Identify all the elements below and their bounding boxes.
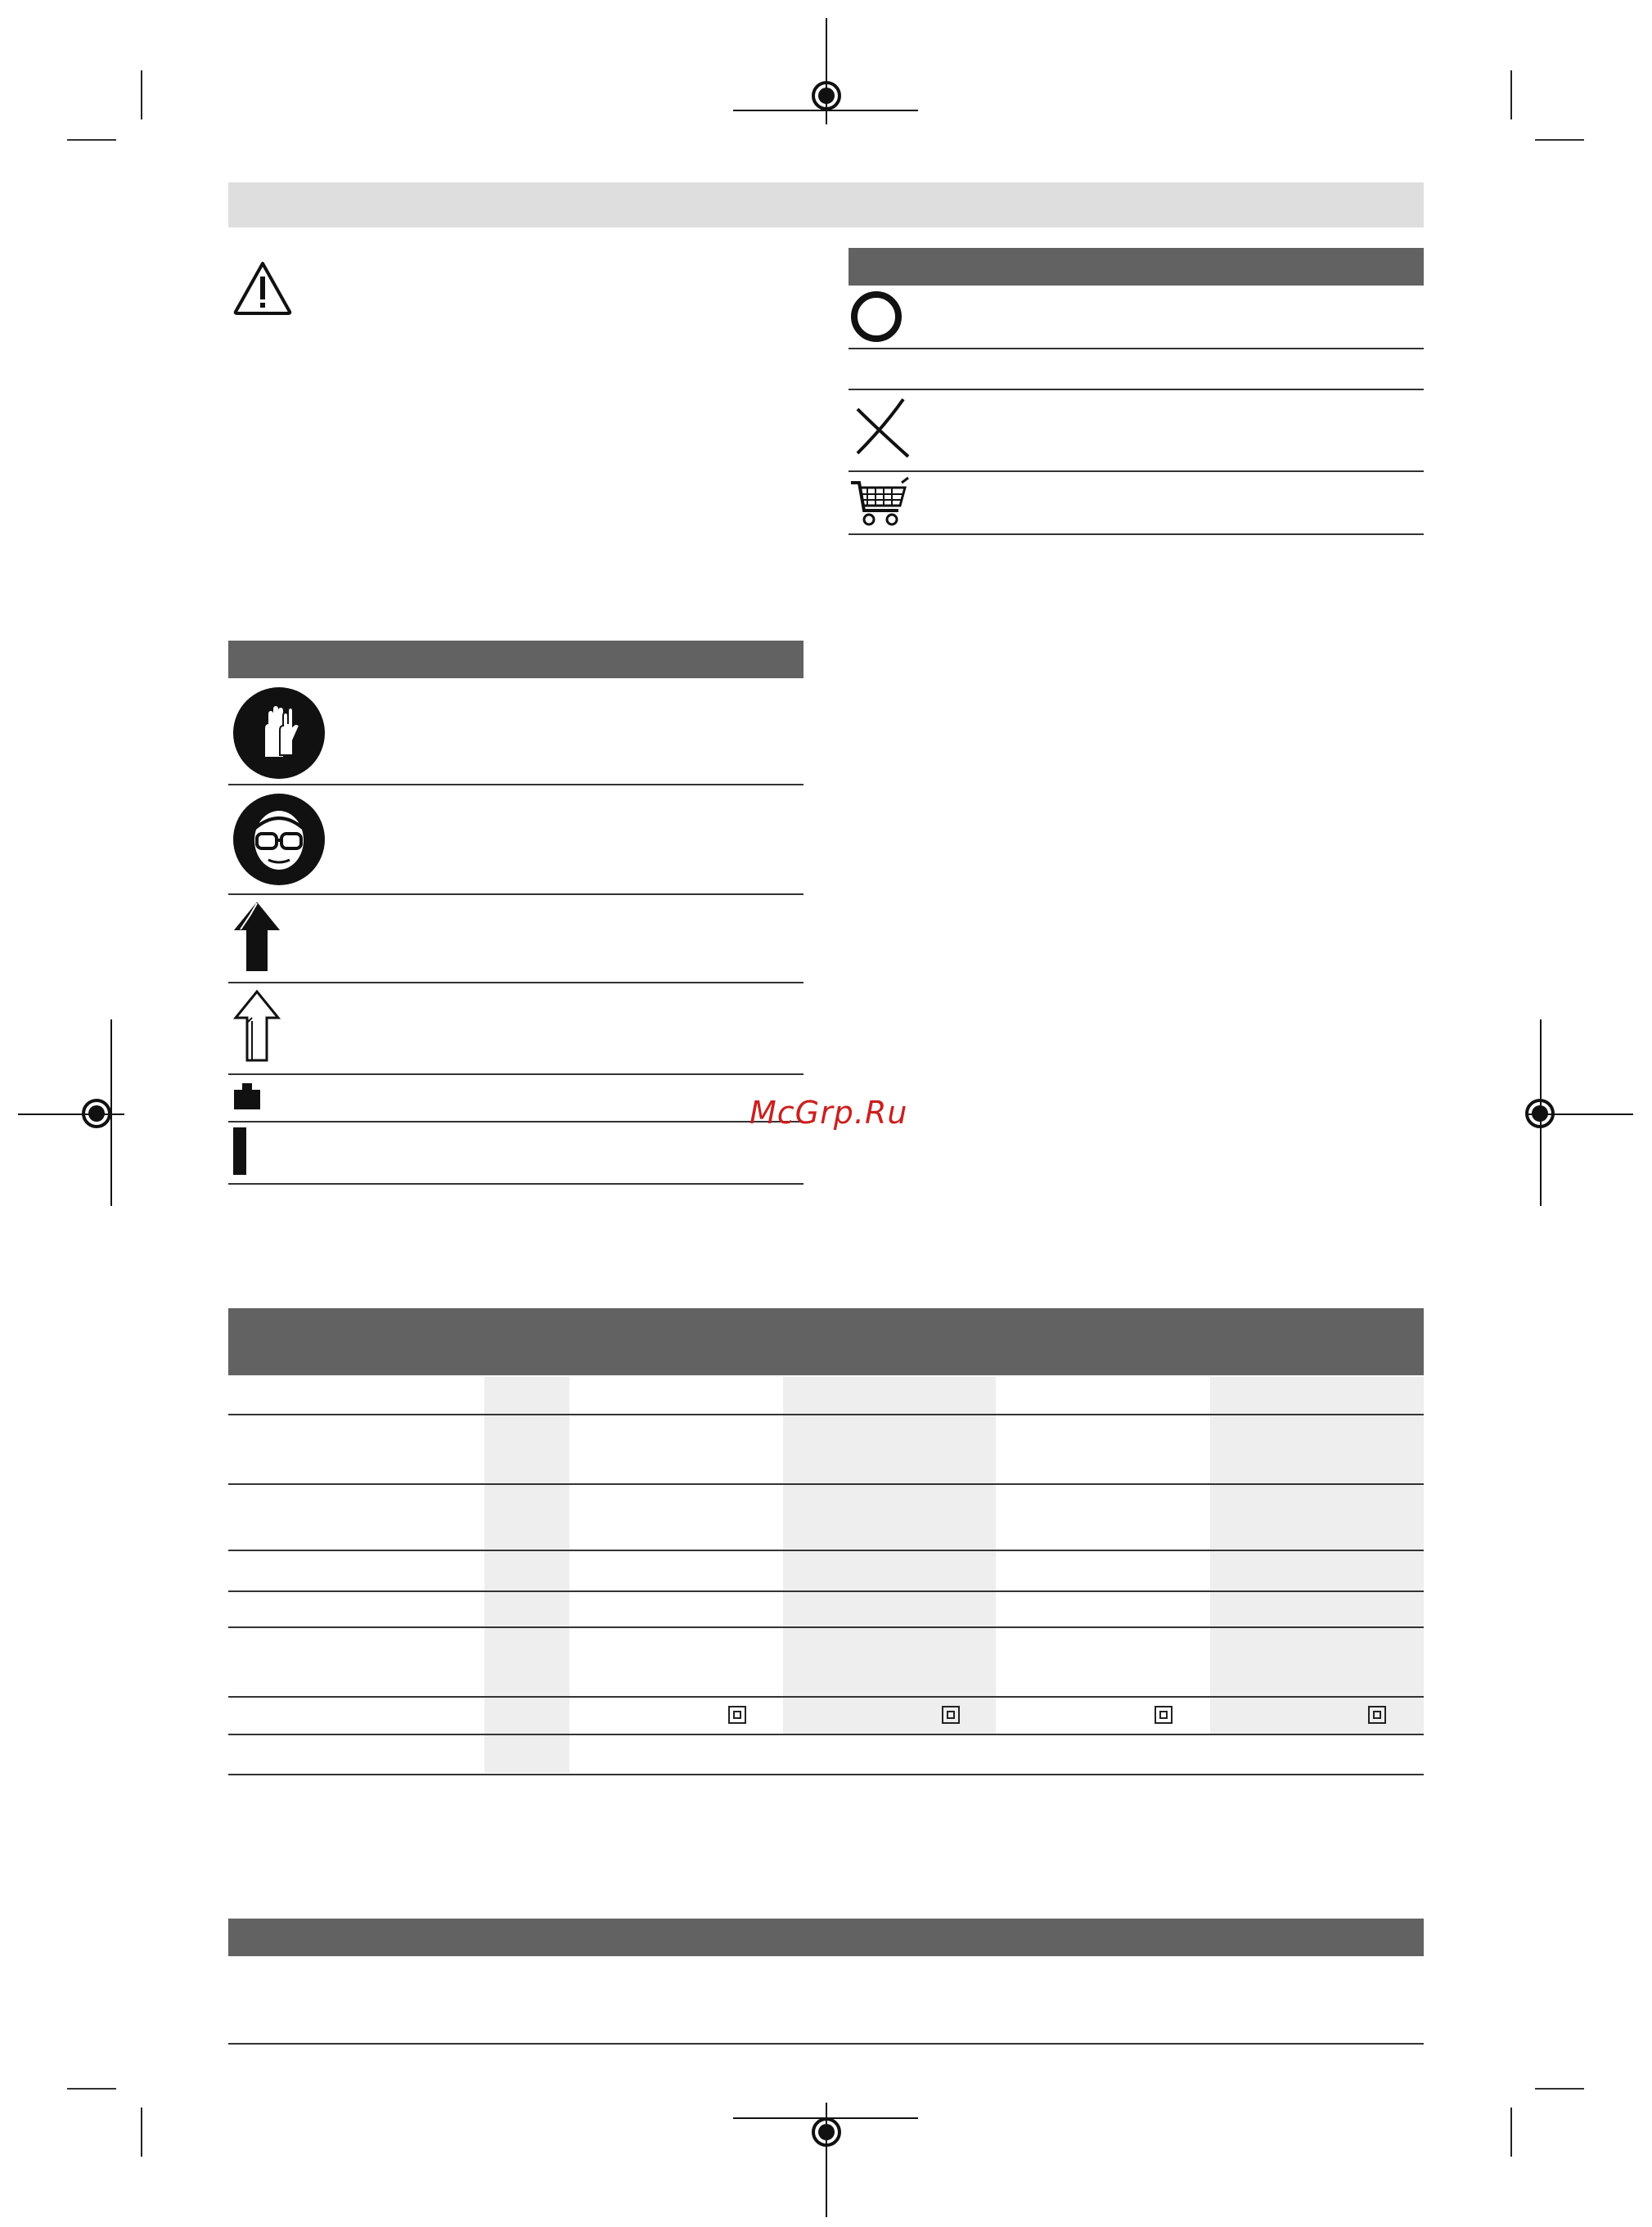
table-rule (228, 982, 803, 983)
wear-gloves-icon (232, 686, 326, 780)
shopping-cart-icon (849, 476, 910, 527)
table-rule (228, 1483, 1424, 1485)
table-rule (228, 1121, 803, 1122)
warning-triangle-icon (232, 260, 293, 316)
table-rule (228, 1414, 1424, 1415)
registration-target-icon (1525, 1099, 1555, 1128)
vertical-bar-icon (233, 1127, 246, 1175)
crop-mark (67, 2088, 116, 2090)
double-insulation-icon (942, 1706, 960, 1724)
symbol-table-header (849, 248, 1424, 286)
table-rule (228, 2043, 1424, 2045)
crop-mark (141, 70, 142, 119)
crop-mark (141, 2108, 142, 2157)
bottom-table-header (228, 1919, 1424, 1956)
crop-mark (1535, 139, 1584, 141)
watermark: McGrp.Ru (749, 1095, 908, 1131)
double-insulation-icon (1368, 1706, 1386, 1724)
table-rule (228, 1774, 1424, 1775)
technical-data-table-header (228, 1308, 1424, 1375)
table-rule (228, 1734, 1424, 1735)
table-rule (849, 389, 1424, 390)
table-rule (228, 893, 803, 895)
double-insulation-icon (728, 1706, 746, 1724)
table-column-shade (1210, 1377, 1424, 1734)
table-rule (228, 1626, 1424, 1628)
table-column-shade (783, 1377, 996, 1734)
safety-symbol-table-header (228, 641, 803, 678)
registration-target-icon (82, 1099, 111, 1128)
crop-mark (1535, 2088, 1584, 2090)
table-column-shade (484, 1377, 569, 1773)
crop-mark (1510, 2108, 1512, 2157)
wear-goggles-icon (232, 793, 326, 886)
weight-icon (232, 1082, 262, 1111)
double-insulation-icon (1155, 1706, 1173, 1724)
crop-mark (67, 139, 116, 141)
registration-target-icon (812, 81, 841, 110)
table-rule (849, 470, 1424, 472)
x-mark-icon (851, 394, 916, 460)
page-header-band (228, 182, 1424, 227)
crop-mark (1510, 70, 1512, 119)
table-rule (228, 784, 803, 785)
registration-target-icon (812, 2117, 841, 2147)
table-rule (849, 348, 1424, 349)
circle-icon (851, 291, 902, 342)
table-rule (228, 1183, 803, 1185)
table-rule (228, 1696, 1424, 1698)
table-rule (849, 533, 1424, 535)
outline-arrow-up-icon (232, 988, 281, 1064)
filled-arrow-up-icon (232, 900, 281, 974)
table-rule (228, 1590, 1424, 1592)
table-rule (228, 1073, 803, 1075)
table-rule (228, 1550, 1424, 1551)
